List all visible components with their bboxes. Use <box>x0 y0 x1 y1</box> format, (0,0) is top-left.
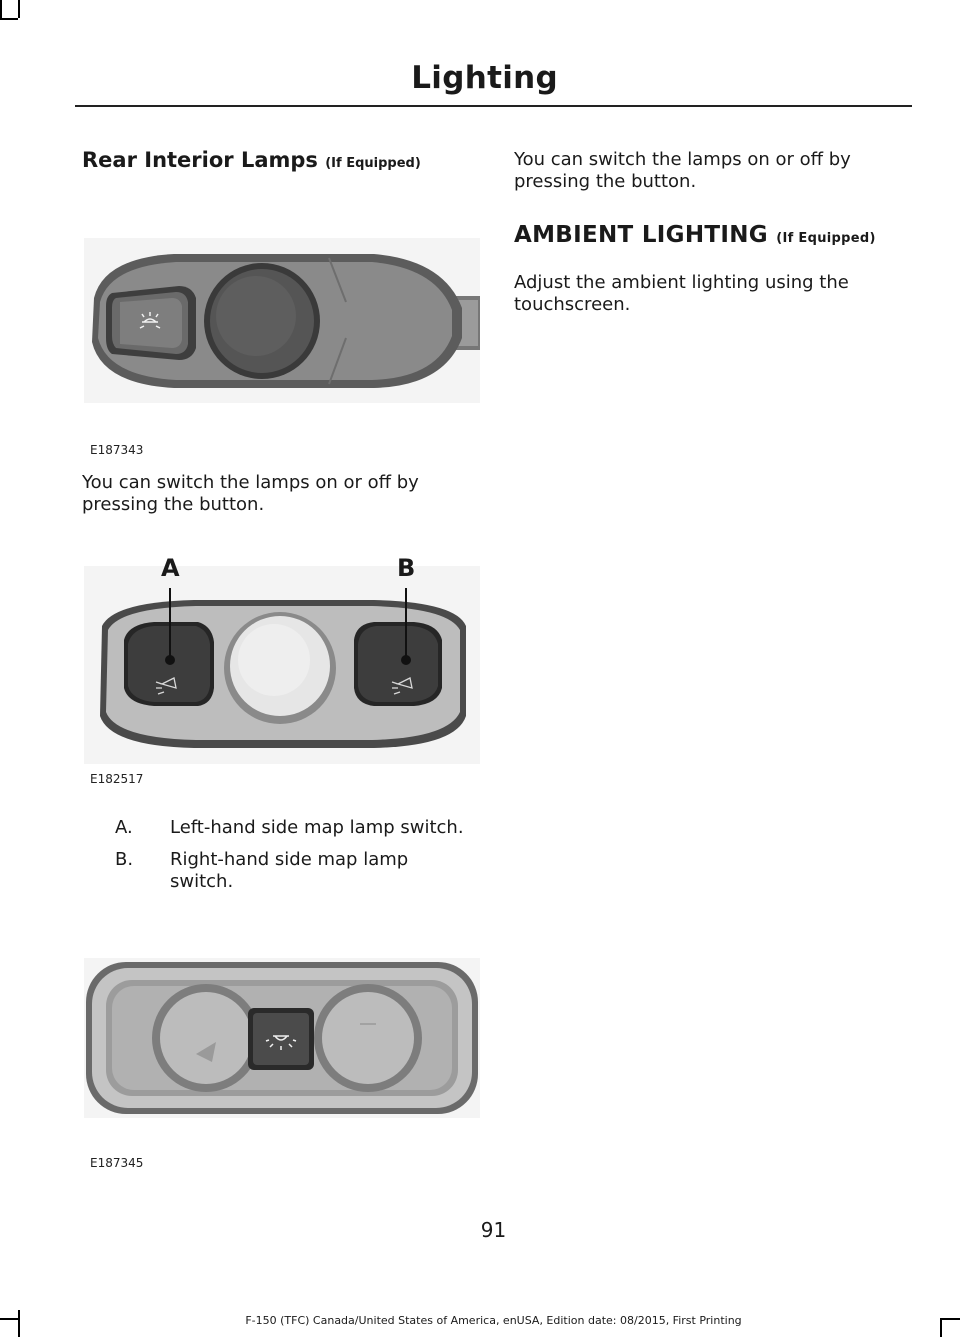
section-heading-ambient-lighting <box>514 222 876 248</box>
heading-suffix: (If Equipped) <box>776 231 876 246</box>
figure-id: E187343 <box>90 443 144 457</box>
rear-interior-lamp-figure <box>84 238 480 403</box>
crop-mark <box>0 0 2 18</box>
dome-lamp-figure <box>84 958 480 1118</box>
list-letter: A. <box>115 817 133 838</box>
edition-footer: F-150 (TFC) Canada/United States of America, enUSA, Edition date: 08/2015, First Printing <box>245 1314 742 1327</box>
map-lamp-figure <box>84 566 480 764</box>
list-item-text: Left-hand side map lamp switch. <box>170 817 464 838</box>
callout-a: A <box>161 554 180 582</box>
crop-mark <box>18 0 20 18</box>
figure-id: E182517 <box>90 772 144 786</box>
list-item-text: Right-hand side map lamp switch. <box>170 849 409 892</box>
page-title: Lighting <box>411 60 558 96</box>
figure-id: E187345 <box>90 1156 144 1170</box>
crop-mark <box>0 18 18 20</box>
heading-suffix: (If Equipped) <box>325 156 421 171</box>
list-letter: B. <box>115 849 134 870</box>
section-heading-rear-interior-lamps <box>82 148 421 172</box>
callout-b: B <box>397 554 416 582</box>
paragraph: Adjust the ambient lighting using the touchscreen. <box>514 272 849 315</box>
paragraph: You can switch the lamps on or off by pressing the button. <box>82 472 419 515</box>
paragraph: You can switch the lamps on or off by pressing the button. <box>514 149 851 192</box>
header-rule <box>75 105 912 107</box>
page-number: 91 <box>480 1218 507 1242</box>
heading-text: Rear Interior Lamps <box>82 148 318 172</box>
heading-text: AMBIENT LIGHTING <box>514 222 768 248</box>
